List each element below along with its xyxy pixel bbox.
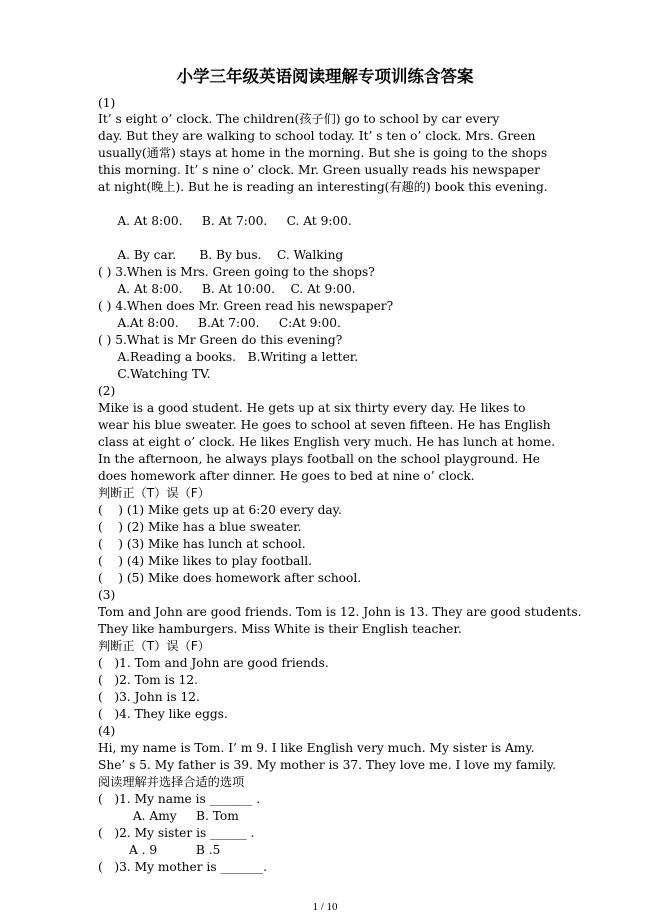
true-false-item: ( ) (3) Mike has lunch at school. <box>98 537 306 551</box>
passage-1-line: day. But they are walking to school today. It’ s ten o’ clock. Mrs. Green <box>98 129 536 143</box>
passage-4-line: She’ s 5. My father is 39. My mother is 37. They love me. I love my family. <box>98 758 556 772</box>
passage-1-line: It’ s eight o’ clock. The children(孩子们) go to school by car every <box>98 112 500 126</box>
question-3: ( ) 3.When is Mrs. Green going to the shops? <box>98 265 375 279</box>
document-title: 小学三年级英语阅读理解专项训练含答案 <box>176 67 474 86</box>
true-false-item: ( ) (4) Mike likes to play football. <box>98 554 313 568</box>
passage-2-line: In the afternoon, he always plays football on the school playground. He <box>98 452 540 466</box>
choice-options: A. Amy B. Tom <box>98 809 239 823</box>
passage-1-line: this morning. It’ s nine o’ clock. Mr. Green usually reads his newspaper <box>98 163 540 177</box>
true-false-instruction: 判断正（T）误（F） <box>98 486 210 500</box>
true-false-item: ( )3. John is 12. <box>98 690 200 704</box>
question-1-options: A. At 8:00. B. At 7:00. C. At 9:00. <box>98 214 352 228</box>
section-1-number: (1) <box>98 96 116 110</box>
true-false-item: ( )4. They like eggs. <box>98 707 228 721</box>
passage-2-line: wear his blue sweater. He goes to school at seven fifteen. He has English <box>98 418 551 432</box>
page-number: 1 / 10 <box>312 901 338 913</box>
passage-2-line: Mike is a good student. He gets up at six thirty every day. He likes to <box>98 401 526 415</box>
true-false-item: ( ) (2) Mike has a blue sweater. <box>98 520 302 534</box>
passage-1-line: at night(晚上). But he is reading an interesting(有趣的) book this evening. <box>98 180 548 194</box>
question-5-options: C.Watching TV. <box>98 367 211 381</box>
true-false-item: ( ) (1) Mike gets up at 6:20 every day. <box>98 503 342 517</box>
section-2-number: (2) <box>98 384 116 398</box>
question-2-options: A. By car. B. By bus. C. Walking <box>98 248 344 262</box>
passage-2-line: class at eight o’ clock. He likes English very much. He has lunch at home. <box>98 435 556 449</box>
choice-question: ( )1. My name is _______ . <box>98 792 261 806</box>
question-4: ( ) 4.When does Mr. Green read his newspaper? <box>98 299 394 313</box>
true-false-item: ( )1. Tom and John are good friends. <box>98 656 329 670</box>
passage-3-line: Tom and John are good friends. Tom is 12. John is 13. They are good students. <box>98 605 582 619</box>
choice-instruction: 阅读理解并选择合适的选项 <box>98 775 245 789</box>
section-4-number: (4) <box>98 724 116 738</box>
passage-4-line: Hi, my name is Tom. I’ m 9. I like English very much. My sister is Amy. <box>98 741 535 755</box>
question-5-options: A.Reading a books. B.Writing a letter. <box>98 350 359 364</box>
question-3-options: A. At 8:00. B. At 10:00. C. At 9:00. <box>98 282 356 296</box>
question-4-options: A.At 8:00. B.At 7:00. C:At 9:00. <box>98 316 341 330</box>
passage-3-line: They like hamburgers. Miss White is their English teacher. <box>98 622 462 636</box>
section-3-number: (3) <box>98 588 116 602</box>
passage-2-line: does homework after dinner. He goes to bed at nine o’ clock. <box>98 469 475 483</box>
passage-1-line: usually(通常) stays at home in the morning. But she is going to the shops <box>98 146 548 160</box>
choice-options: A . 9 B .5 <box>98 843 221 857</box>
true-false-instruction: 判断正（T）误（F） <box>98 639 210 653</box>
true-false-item: ( ) (5) Mike does homework after school. <box>98 571 362 585</box>
choice-question: ( )2. My sister is ______ . <box>98 826 255 840</box>
question-5: ( ) 5.What is Mr Green do this evening? <box>98 333 343 347</box>
true-false-item: ( )2. Tom is 12. <box>98 673 198 687</box>
choice-question: ( )3. My mother is _______. <box>98 860 267 874</box>
